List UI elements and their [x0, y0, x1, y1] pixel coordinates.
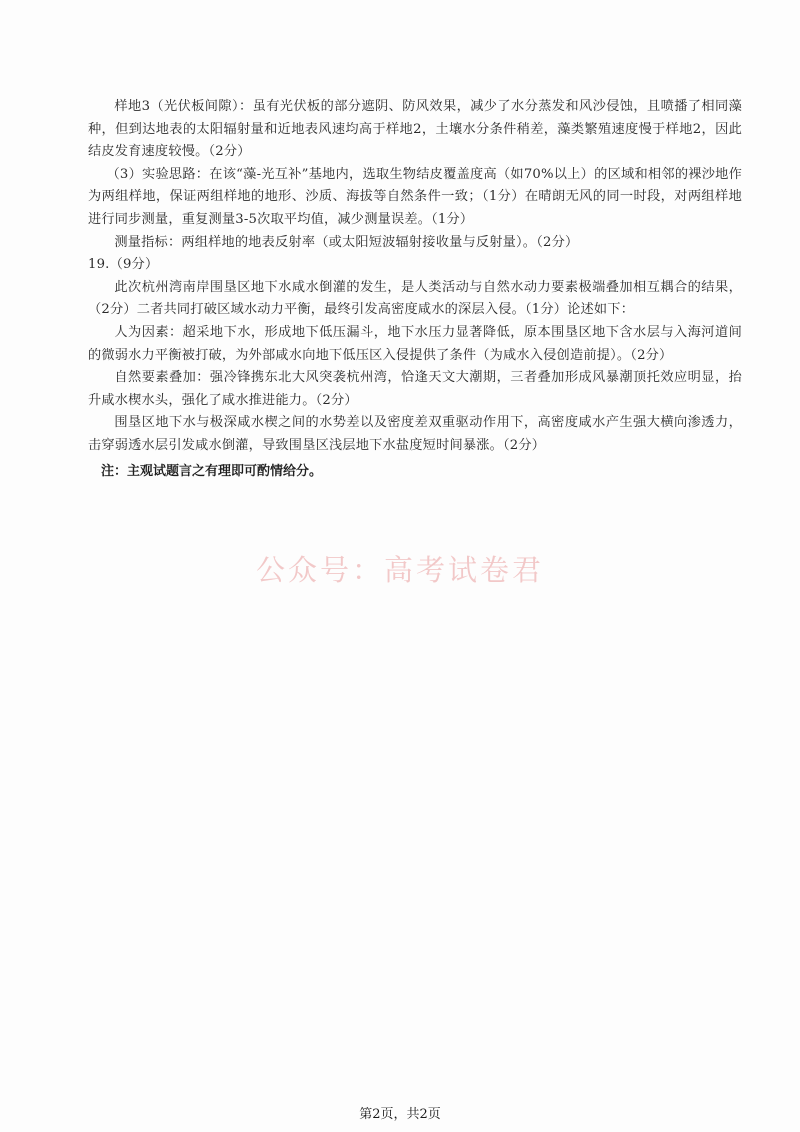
paragraph-plot3: 样地3（光伏板间隙）：虽有光伏板的部分遮阴、防风效果，减少了水分蒸发和风沙侵蚀，且喷播了相同藻种，但到达地表的太阳辐射量和近地表风速均高于样地2，土壤水分条件稍差，藻类繁殖速度慢于样地2，因此结皮发育速度较慢。（2分）	[88, 99, 742, 160]
paragraph-water-potential: 围垦区地下水与极深咸水楔之间的水势差以及密度差双重驱动作用下，高密度咸水产生强大横向渗透力，击穿弱透水层引发咸水倒灌，导致围垦区浅层地下水盐度短时间暴涨。（2分）	[88, 415, 742, 453]
paragraph-experiment-idea: （3）实验思路：在该“藻-光互补”基地内，选取生物结皮覆盖度高（如70%以上）的区域和相邻的裸沙地作为两组样地，保证两组样地的地形、沙质、海拔等自然条件一致；（1分）在晴朗无风的同一时段，对两组样地进行同步测量，重复测量3-5次取平均值，减少测量误差。（1分）	[88, 166, 742, 227]
grading-note: 注：主观试题言之有理即可酌情给分。	[101, 464, 323, 479]
watermark: 公众号：高考试卷君	[255, 553, 544, 587]
question-19-heading: 19.（9分）	[88, 257, 159, 273]
page-footer: 第2页，共2页	[359, 1107, 441, 1122]
paragraph-measurement-index: 测量指标：两组样地的地表反射率（或太阳短波辐射接收量与反射量）。（2分）	[114, 234, 579, 250]
paragraph-natural-factors: 自然要素叠加：强冷锋携东北大风突袭杭州湾，恰逢天文大潮期，三者叠加形成风暴潮顶托效应明显，抬升咸水楔水头，强化了咸水推进能力。（2分）	[88, 370, 742, 408]
paragraph-intro: 此次杭州湾南岸围垦区地下水咸水倒灌的发生，是人类活动与自然水动力要素极端叠加相互耦合的结果，（2分）二者共同打破区域水动力平衡，最终引发高密度咸水的深层入侵。（1分）论述如下：	[88, 279, 742, 318]
paragraph-human-factors: 人为因素：超采地下水，形成地下低压漏斗，地下水压力显著降低，原本围垦区地下含水层与入海河道间的微弱水力平衡被打破，为外部咸水向地下低压区入侵提供了条件（为咸水入侵创造前提）。（2分）	[88, 324, 742, 363]
answer-body	[88, 96, 742, 458]
